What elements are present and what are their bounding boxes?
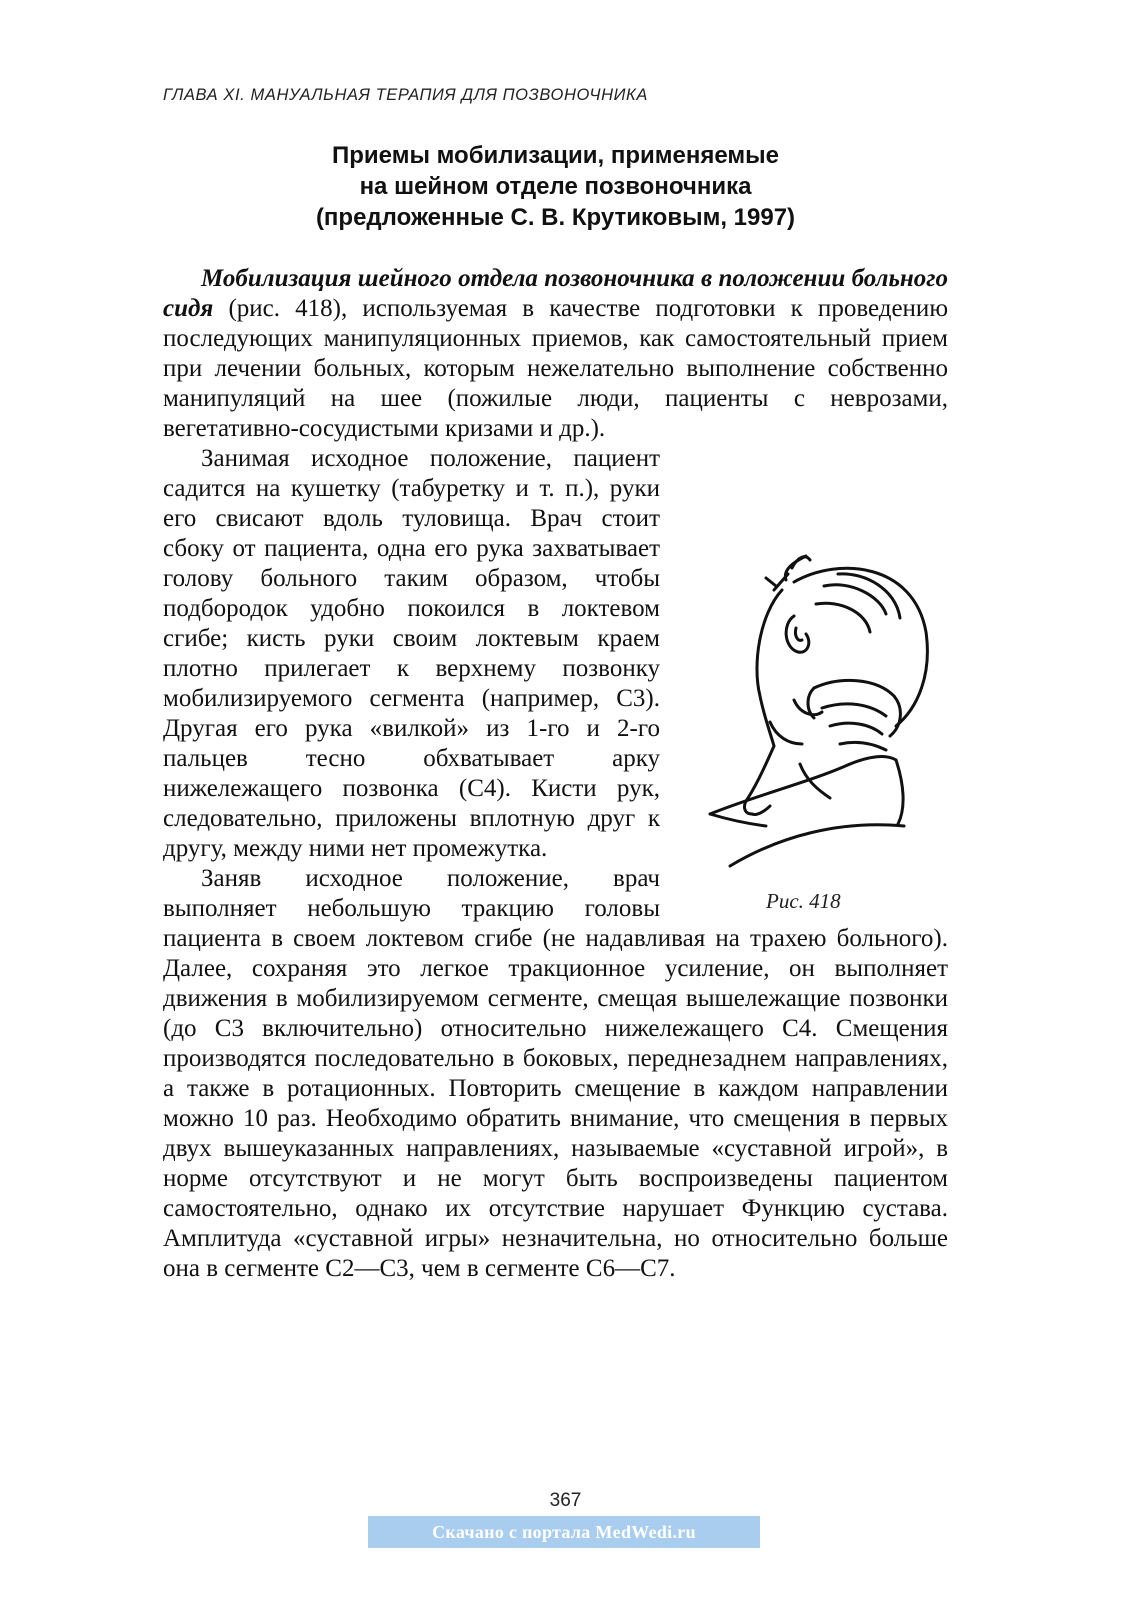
running-header: ГЛАВА XI. МАНУАЛЬНАЯ ТЕРАПИЯ ДЛЯ ПОЗВОНОЧНИКА [163, 86, 648, 104]
figure-caption: Рис. 418 [766, 889, 841, 913]
title-line: Приемы мобилизации, применяемые [332, 142, 779, 169]
title-line: на шейном отделе позвоночника [359, 173, 752, 200]
paragraph-text: (рис. 418), используемая в качестве подготовки к проведению последующих манипуляционных приемов, как самостоятельный прием при лечении больных, которым нежелательно выполнение собственно манипуляций на шее (пожилые люди, пациенты с неврозами, вегетативно-сосудистыми кризами и др.). [163, 295, 948, 442]
title-line: (предложенные С. В. Крутиковым, 1997) [315, 204, 796, 231]
figure-418 [690, 444, 948, 913]
paragraph-lead: Мобилизация шейного отдела позвоночника в положении больного сидя [163, 265, 948, 322]
section-title [163, 140, 948, 233]
body-text [163, 264, 948, 1284]
download-banner[interactable]: Скачано с портала MedWedi.ru [368, 1516, 760, 1548]
page-number: 367 [549, 1490, 582, 1511]
mobilization-illustration-icon [690, 464, 948, 874]
paragraph [163, 264, 948, 444]
paragraph: Занимая исходное положение, пациент садится на кушетку (табуретку и т. п.), руки его свисают вдоль туловища. Врач стоит сбоку от пациента, одна его рука захватывает голову больного таким образом, чтобы подбородок удобно покоился в локтевом сгибе; кисть руки своим локтевым краем плотно прилегает к верхнему позвонку мобилизируемого сегмента (например, С3). Другая его рука «вилкой» из 1-го и 2-го пальцев тесно обхватывает арку нижележащего позвонка (С4). Кисти рук, следовательно, приложены вплотную друг к другу, между ними нет промежутка. [163, 445, 660, 862]
paragraph: Заняв исходное положение, врач выполняет небольшую тракцию головы пациента в своем локтевом сгибе (не надавливая на трахею больного). Далее, сохраняя это легкое тракционное усиление, он выполняет движения в мобилизируемом сегменте, смещая вышележащие позвонки (до С3 включительно) относительно нижележащего С4. Смещения производятся последовательно в боковых, переднезаднем направлениях, а также в ротационных. Повторить смещение в каждом направлении можно 10 раз. Необходимо обратить внимание, что смещения в первых двух вышеуказанных направлениях, называемые «суставной игрой», в норме отсутствуют и не могут быть воспроизведены пациентом самостоятельно, однако их отсутствие нарушает Функцию сустава. Амплитуда «суставной игры» незначительна, но относительно больше она в сегменте С2—С3, чем в сегменте С6—С7. [163, 865, 948, 1282]
